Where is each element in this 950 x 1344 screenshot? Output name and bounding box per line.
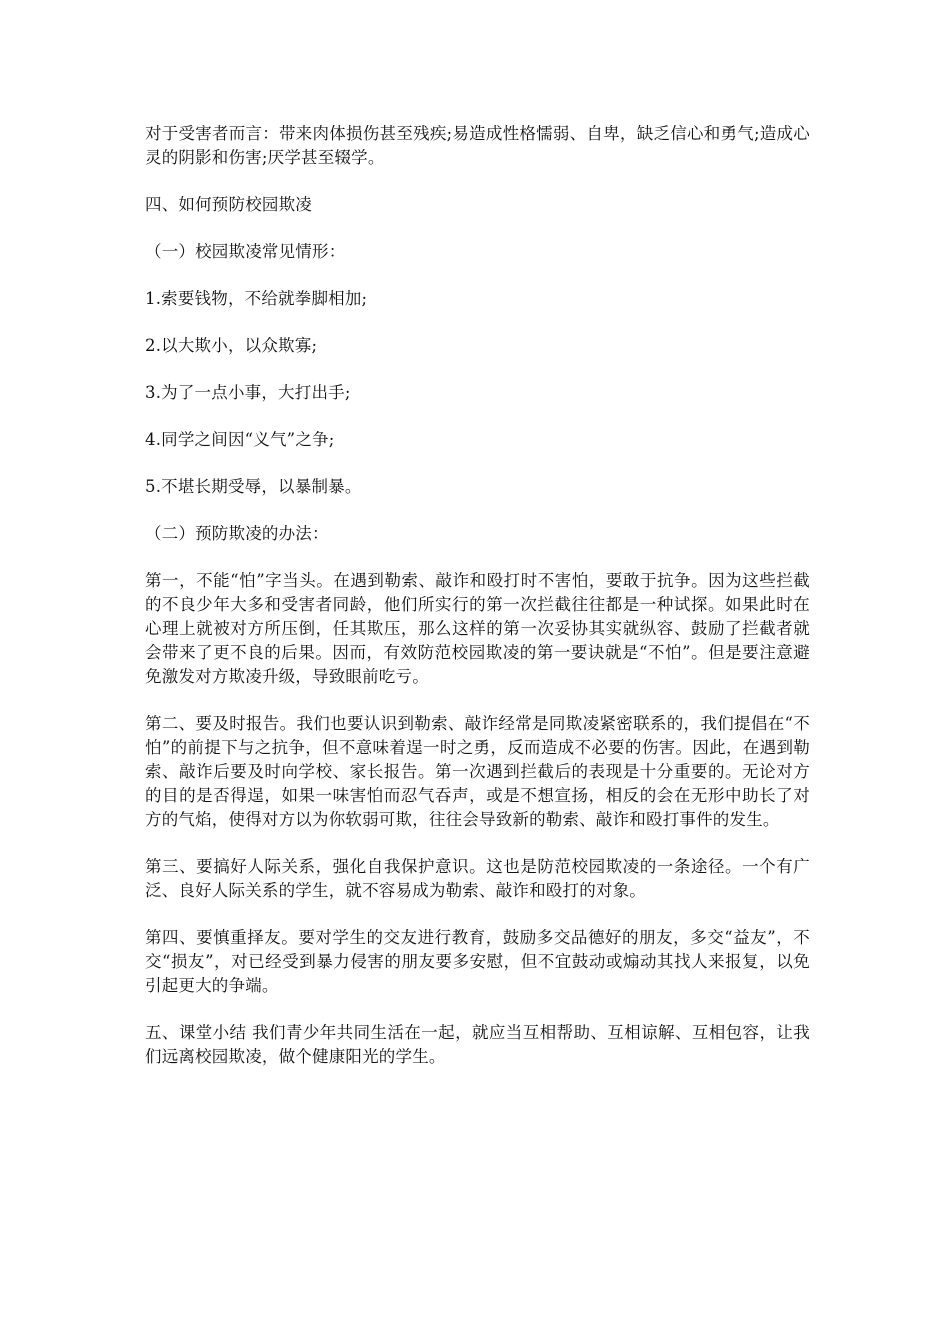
list-item-5: 5.不堪长期受辱，以暴制暴。 — [145, 477, 362, 496]
paragraph-method-1: 第一，不能“怕”字当头。在遇到勒索、敲诈和殴打时不害怕，要敢于抗争。因为这些拦截的不良少年大多和受害者同龄，他们所实行的第一次拦截往往都是一种试探。如果此时在心理上就被对方所压倒，任其欺压，那么这样的第一次妥协其实就纵容、鼓励了拦截者就会带来了更不良的后果。因而，有效防范校园欺凌的第一要诀就是“不怕”。但是要注意避免激发对方欺凌升级，导致眼前吃亏。 — [145, 571, 810, 686]
paragraph-victim-effects: 对于受害者而言：带来肉体损伤甚至残疾;易造成性格懦弱、自卑，缺乏信心和勇气;造成心灵的阴影和伤害;厌学甚至辍学。 — [145, 124, 810, 167]
list-item-2: 2.以大欺小，以众欺寡; — [145, 336, 318, 355]
paragraph-summary: 五、课堂小结 我们青少年共同生活在一起，就应当互相帮助、互相谅解、互相包容，让我们远离校园欺凌，做个健康阳光的学生。 — [145, 1023, 810, 1066]
list-item-1: 1.索要钱物，不给就拳脚相加; — [145, 289, 368, 308]
subheading-prevention-methods: （二）预防欺凌的办法： — [145, 524, 329, 543]
paragraph-method-3: 第三、要搞好人际关系，强化自我保护意识。这也是防范校园欺凌的一条途径。一个有广泛、良好人际关系的学生，就不容易成为勒索、敲诈和殴打的对象。 — [145, 857, 810, 900]
list-item-4: 4.同学之间因“义气”之争; — [145, 430, 335, 449]
paragraph-method-2: 第二、要及时报告。我们也要认识到勒索、敲诈经常是同欺凌紧密联系的，我们提倡在“不怕”的前提下与之抗争，但不意味着逞一时之勇，反而造成不必要的伤害。因此，在遇到勒索、敲诈后要及时向学校、家长报告。第一次遇到拦截后的表现是十分重要的。无论对方的目的是否得逞，如果一味害怕而忍气吞声，或是不想宣扬，相反的会在无形中助长了对方的气焰，使得对方以为你软弱可欺，往往会导致新的勒索、敲诈和殴打事件的发生。 — [145, 714, 810, 829]
document-page — [145, 122, 810, 1092]
list-item-3: 3.为了一点小事，大打出手; — [145, 383, 351, 402]
section-heading-prevention: 四、如何预防校园欺凌 — [145, 195, 312, 214]
subheading-common-situations: （一）校园欺凌常见情形： — [145, 242, 346, 261]
paragraph-method-4: 第四、要慎重择友。要对学生的交友进行教育，鼓励多交品德好的朋友，多交“益友”，不交“损友”，对已经受到暴力侵害的朋友要多安慰，但不宜鼓动或煽动其找人来报复，以免引起更大的争端。 — [145, 928, 810, 995]
